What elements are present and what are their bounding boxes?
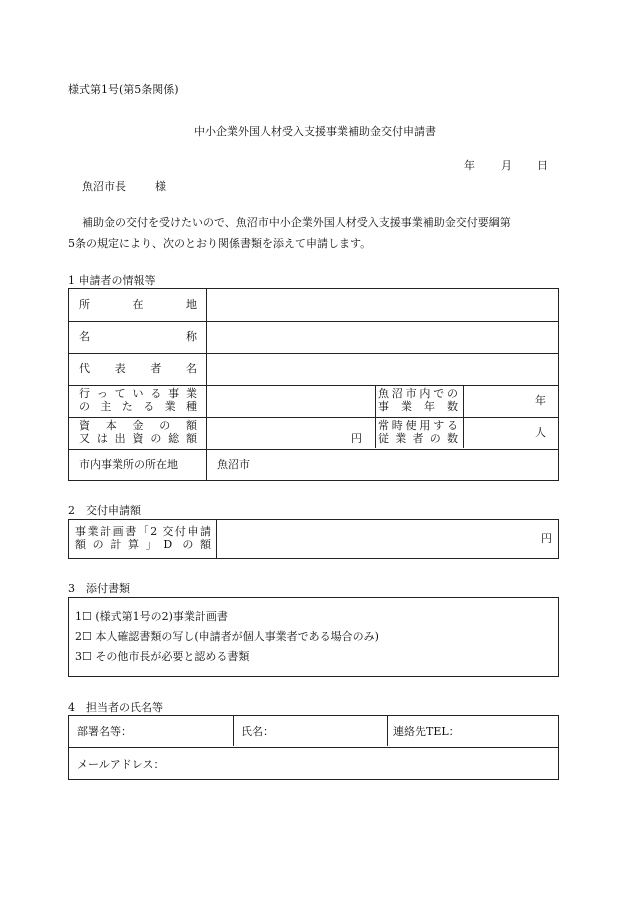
attachments-box: [68, 597, 559, 677]
department-label: 部署名等：: [77, 725, 132, 738]
section3-heading: 3 添付書類: [68, 582, 130, 595]
addressee-name: 魚沼市長: [82, 180, 126, 193]
grant-amount-unit: 円: [541, 532, 552, 545]
employees-unit: 人: [535, 426, 546, 439]
addressee-honorific: 様: [155, 180, 166, 193]
representative-label: 代 表 者 名: [79, 362, 197, 375]
section4-heading: 4 担当者の氏名等: [68, 701, 163, 714]
office-location-label: 市内事業所の所在地: [79, 458, 178, 471]
capital-field[interactable]: [211, 419, 361, 447]
contact-name-label: 氏名：: [241, 725, 274, 738]
contact-tel-label: 連絡先TEL：: [393, 725, 460, 738]
date-day-label: 日: [537, 159, 548, 172]
section2-heading: 2 交付申請額: [68, 504, 141, 517]
grant-amount-table: [68, 519, 559, 559]
office-location-value[interactable]: 魚沼市: [217, 458, 250, 471]
attachment-item-2[interactable]: 2☐ 本人確認書類の写し(申請者が個人事業者である場合のみ): [75, 630, 379, 643]
company-name-label: 名 称: [79, 330, 197, 343]
email-label: メールアドレス：: [77, 758, 165, 771]
section1-heading: 1 申請者の情報等: [68, 274, 156, 287]
location-field[interactable]: [211, 291, 551, 319]
attachment-item-3[interactable]: 3☐ その他市長が必要と認める書類: [75, 650, 250, 663]
attachment-item-1[interactable]: 1☐ (様式第1号の2)事業計画書: [75, 610, 228, 623]
business-type-label: 行っている事業 の主たる業種: [79, 387, 197, 413]
page-title: 中小企業外国人材受入支援事業補助金交付申請書: [194, 125, 436, 138]
intro-line-2: 5条の規定により、次のとおり関係書類を添えて申請します。: [68, 237, 372, 250]
intro-line-1: 補助金の交付を受けたいので、魚沼市中小企業外国人材受入支援事業補助金交付要綱第: [82, 216, 511, 229]
business-years-label: 魚沼市内での 事業年数: [378, 387, 458, 413]
capital-label: 資本金の額 又は出資の総額: [79, 419, 197, 445]
representative-field[interactable]: [211, 355, 551, 383]
date-year-label: 年: [464, 159, 475, 172]
location-label: 所 在 地: [79, 298, 197, 311]
applicant-info-table: [68, 288, 559, 481]
grant-amount-label: 事業計画書「2 交付申請 額の計算」D の額: [75, 525, 211, 551]
grant-amount-field[interactable]: [221, 524, 531, 554]
form-number: 様式第1号(第5条関係): [68, 83, 179, 96]
years-unit: 年: [535, 394, 546, 407]
business-type-field[interactable]: [211, 387, 371, 415]
contact-table: [68, 715, 559, 780]
employees-label: 常時使用する 従業者の数: [378, 419, 458, 445]
capital-unit: 円: [351, 432, 362, 445]
company-name-field[interactable]: [211, 323, 551, 351]
date-month-label: 月: [501, 159, 512, 172]
